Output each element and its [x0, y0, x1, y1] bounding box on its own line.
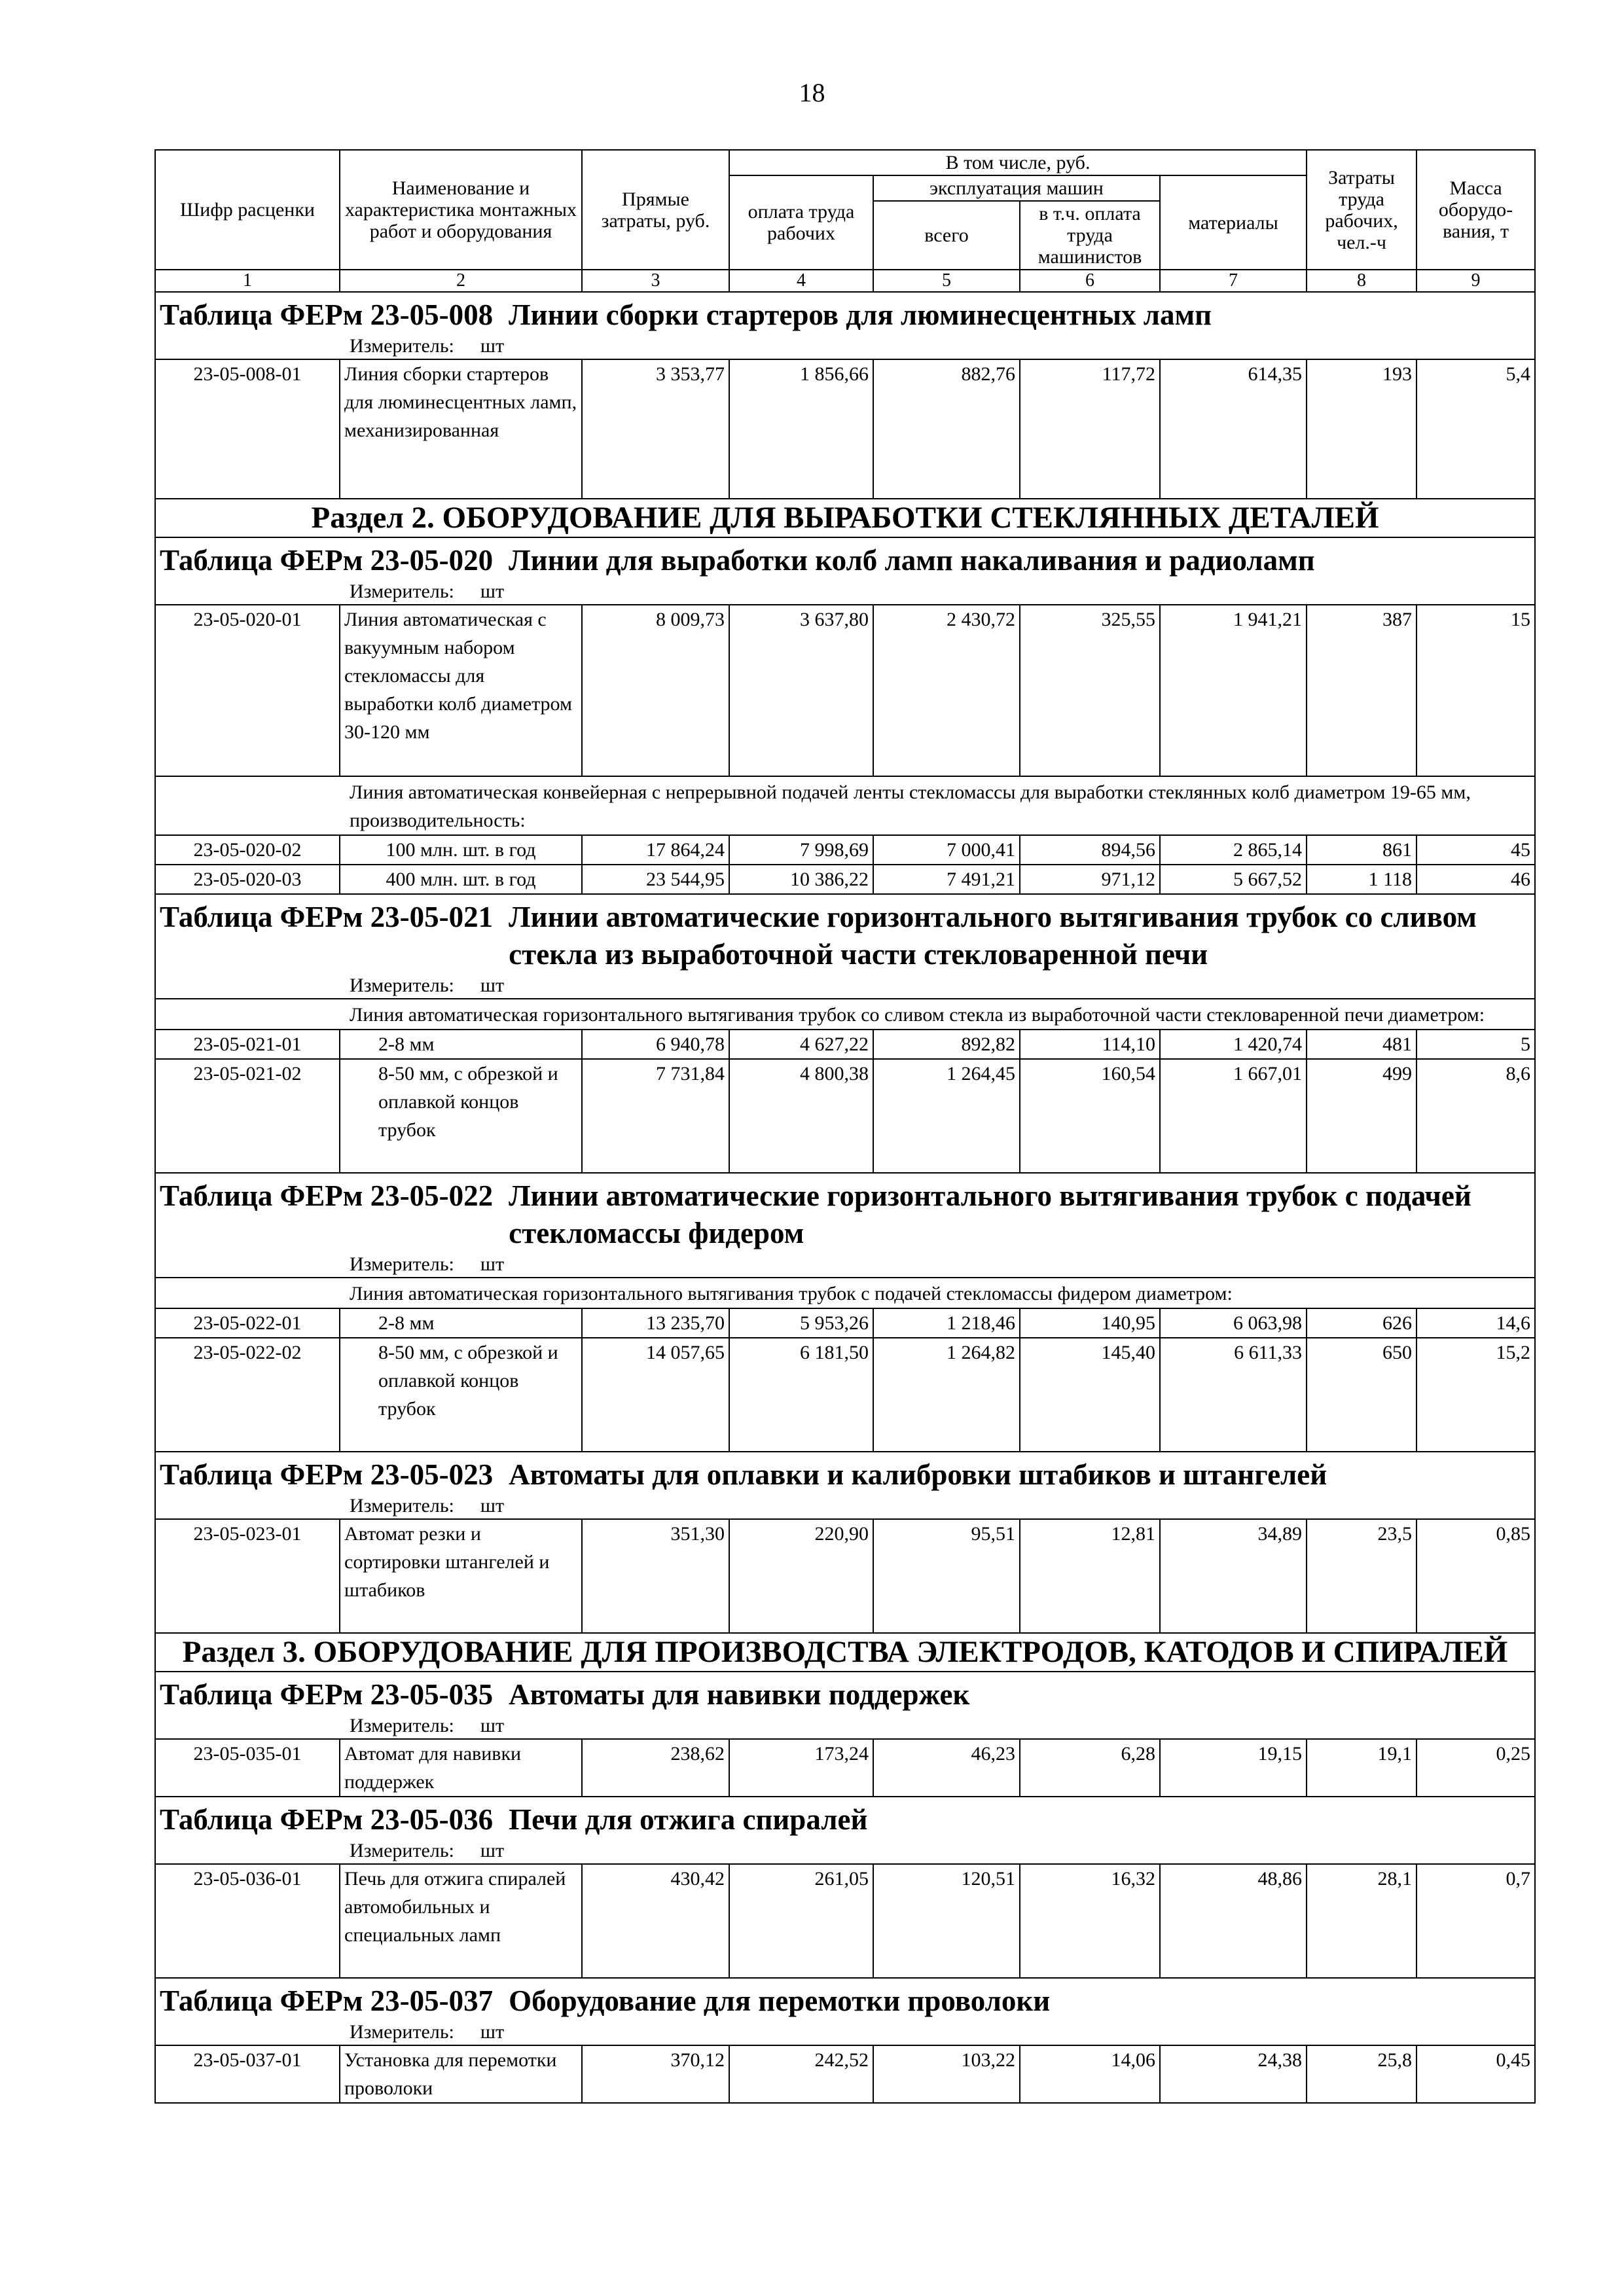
unit-label: Измеритель:	[350, 335, 454, 357]
table-row	[155, 1864, 1535, 1978]
row-labor: 173,24	[729, 1739, 873, 1797]
price-table	[154, 149, 1536, 2104]
table-title-row	[155, 1452, 1535, 1494]
row-labor-cost: 23,5	[1307, 1519, 1416, 1633]
row-mass: 8,6	[1416, 1059, 1535, 1173]
row-code: 23-05-021-01	[155, 1030, 340, 1059]
row-machinists: 145,40	[1020, 1338, 1160, 1452]
row-code: 23-05-020-02	[155, 835, 340, 865]
header-code: Шифр расценки	[155, 150, 340, 270]
row-labor: 242,52	[729, 2045, 873, 2103]
group-description: Линия автоматическая конвейерная с непрерывной подачей ленты стекломассы для выработки стеклянных колб диаметром 19-65 мм, производительность:	[350, 781, 1471, 831]
section-heading	[155, 1633, 1535, 1672]
table-row	[155, 865, 1535, 894]
col-number: 6	[1020, 270, 1160, 292]
table-name: Оборудование для перемотки проволоки	[509, 1984, 1051, 2017]
unit-label: Измеритель:	[350, 1840, 454, 1861]
row-labor-cost: 626	[1307, 1308, 1416, 1338]
group-description: Линия автоматическая горизонтального вытягивания трубок со сливом стекла из выработочной части стекловаренной печи диаметром:	[350, 1004, 1485, 1026]
row-name: Автомат резки и сортировки штангелей и штабиков	[340, 1519, 582, 1633]
table-row	[155, 1739, 1535, 1797]
row-materials: 34,89	[1160, 1519, 1307, 1633]
row-labor: 6 181,50	[729, 1338, 873, 1452]
row-code: 23-05-021-02	[155, 1059, 340, 1173]
row-mass: 0,25	[1416, 1739, 1535, 1797]
section-2-title: Раздел 2. ОБОРУДОВАНИЕ ДЛЯ ВЫРАБОТКИ СТЕКЛЯННЫХ ДЕТАЛЕЙ	[155, 499, 1535, 537]
row-labor: 3 637,80	[729, 605, 873, 776]
row-mass: 0,45	[1416, 2045, 1535, 2103]
row-name: 2-8 мм	[340, 1308, 582, 1338]
unit-value: шт	[480, 975, 505, 996]
table-code: Таблица ФЕРм 23-05-008	[160, 298, 494, 331]
row-machinists: 6,28	[1020, 1739, 1160, 1797]
row-labor-cost: 481	[1307, 1030, 1416, 1059]
row-code: 23-05-022-01	[155, 1308, 340, 1338]
table-code: Таблица ФЕРм 23-05-022	[160, 1179, 494, 1212]
header-mass: Масса оборудо-вания, т	[1416, 150, 1535, 270]
row-code: 23-05-020-01	[155, 605, 340, 776]
table-row	[155, 1030, 1535, 1059]
table-name: Печи для отжига спиралей	[509, 1803, 868, 1836]
row-labor-cost: 28,1	[1307, 1864, 1416, 1978]
row-labor-cost: 19,1	[1307, 1739, 1416, 1797]
table-row	[155, 2045, 1535, 2103]
row-machines: 46,23	[873, 1739, 1020, 1797]
row-direct: 8 009,73	[582, 605, 729, 776]
row-direct: 430,42	[582, 1864, 729, 1978]
table-name: Линии для выработки колб ламп накаливания и радиоламп	[509, 544, 1315, 577]
row-machines: 1 264,45	[873, 1059, 1020, 1173]
header-machines-total: всего	[873, 201, 1020, 270]
row-direct: 370,12	[582, 2045, 729, 2103]
unit-value: шт	[480, 581, 505, 602]
table-row	[155, 1519, 1535, 1633]
row-labor-cost: 25,8	[1307, 2045, 1416, 2103]
row-name: Линия автоматическая с вакуумным набором стекломассы для выработки колб диаметром 30-120 мм	[340, 605, 582, 776]
row-labor-cost: 193	[1307, 359, 1416, 499]
row-machines: 2 430,72	[873, 605, 1020, 776]
table-title-row	[155, 1672, 1535, 1713]
unit-value: шт	[480, 1840, 505, 1861]
row-name: Установка для перемотки проволоки	[340, 2045, 582, 2103]
table-name: Линии автоматические горизонтального вытягивания трубок с подачей стекломассы фидером	[509, 1179, 1471, 1249]
row-materials: 2 865,14	[1160, 835, 1307, 865]
table-code: Таблица ФЕРм 23-05-020	[160, 544, 494, 577]
row-labor-cost: 650	[1307, 1338, 1416, 1452]
unit-label: Измеритель:	[350, 2021, 454, 2043]
table-name: Автоматы для навивки поддержек	[509, 1678, 970, 1711]
row-machines: 7 491,21	[873, 865, 1020, 894]
row-machines: 1 264,82	[873, 1338, 1020, 1452]
row-code: 23-05-023-01	[155, 1519, 340, 1633]
description-row	[155, 1278, 1535, 1308]
header-direct: Прямые затраты, руб.	[582, 150, 729, 270]
row-materials: 19,15	[1160, 1739, 1307, 1797]
row-labor-cost: 387	[1307, 605, 1416, 776]
row-mass: 45	[1416, 835, 1535, 865]
table-title-row	[155, 1797, 1535, 1839]
row-machines: 120,51	[873, 1864, 1020, 1978]
table-row	[155, 359, 1535, 499]
table-title-row	[155, 1173, 1535, 1252]
row-name: 2-8 мм	[340, 1030, 582, 1059]
row-machinists: 114,10	[1020, 1030, 1160, 1059]
row-machines: 7 000,41	[873, 835, 1020, 865]
row-direct: 351,30	[582, 1519, 729, 1633]
row-mass: 15,2	[1416, 1338, 1535, 1452]
row-machinists: 160,54	[1020, 1059, 1160, 1173]
row-labor: 5 953,26	[729, 1308, 873, 1338]
row-direct: 23 544,95	[582, 865, 729, 894]
section-3-title: Раздел 3. ОБОРУДОВАНИЕ ДЛЯ ПРОИЗВОДСТВА ЭЛЕКТРОДОВ, КАТОДОВ И СПИРАЛЕЙ	[155, 1633, 1535, 1672]
table-title-row	[155, 894, 1535, 973]
row-name: 8-50 мм, с обрезкой и оплавкой концов трубок	[340, 1059, 582, 1173]
table-code: Таблица ФЕРм 23-05-037	[160, 1984, 494, 2017]
row-machinists: 12,81	[1020, 1519, 1160, 1633]
row-materials: 24,38	[1160, 2045, 1307, 2103]
row-name: Печь для отжига спиралей автомобильных и специальных ламп	[340, 1864, 582, 1978]
table-code: Таблица ФЕРм 23-05-021	[160, 901, 494, 933]
row-labor: 4 800,38	[729, 1059, 873, 1173]
row-mass: 0,7	[1416, 1864, 1535, 1978]
row-machinists: 14,06	[1020, 2045, 1160, 2103]
description-row	[155, 776, 1535, 835]
row-code: 23-05-036-01	[155, 1864, 340, 1978]
header-machinists: в т.ч. оплата труда машинистов	[1020, 201, 1160, 270]
table-name: Автоматы для оплавки и калибровки штабиков и штангелей	[509, 1458, 1327, 1491]
table-title-row	[155, 1978, 1535, 2020]
row-direct: 14 057,65	[582, 1338, 729, 1452]
row-direct: 238,62	[582, 1739, 729, 1797]
table-name: Линии автоматические горизонтального вытягивания трубок со сливом стекла из выработочной части стекловаренной печи	[509, 901, 1477, 971]
row-code: 23-05-020-03	[155, 865, 340, 894]
table-code: Таблица ФЕРм 23-05-035	[160, 1678, 494, 1711]
col-number: 3	[582, 270, 729, 292]
row-mass: 15	[1416, 605, 1535, 776]
description-row	[155, 999, 1535, 1030]
row-materials: 1 941,21	[1160, 605, 1307, 776]
row-code: 23-05-022-02	[155, 1338, 340, 1452]
header-labor-cost: Затраты труда рабочих, чел.-ч	[1307, 150, 1416, 270]
col-number: 2	[340, 270, 582, 292]
row-machinists: 325,55	[1020, 605, 1160, 776]
col-number: 7	[1160, 270, 1307, 292]
col-number: 5	[873, 270, 1020, 292]
table-row	[155, 835, 1535, 865]
col-number: 4	[729, 270, 873, 292]
row-name: Автомат для навивки поддержек	[340, 1739, 582, 1797]
row-machines: 882,76	[873, 359, 1020, 499]
row-mass: 14,6	[1416, 1308, 1535, 1338]
row-name: Линия сборки стартеров для люминесцентных ламп, механизированная	[340, 359, 582, 499]
row-machinists: 971,12	[1020, 865, 1160, 894]
unit-label: Измеритель:	[350, 581, 454, 602]
unit-label: Измеритель:	[350, 1715, 454, 1736]
table-code: Таблица ФЕРм 23-05-036	[160, 1803, 494, 1836]
col-number: 9	[1416, 270, 1535, 292]
row-labor: 220,90	[729, 1519, 873, 1633]
row-mass: 0,85	[1416, 1519, 1535, 1633]
row-labor-cost: 861	[1307, 835, 1416, 865]
unit-label: Измеритель:	[350, 1495, 454, 1516]
row-direct: 7 731,84	[582, 1059, 729, 1173]
table-title-row	[155, 292, 1535, 334]
row-machinists: 16,32	[1020, 1864, 1160, 1978]
unit-label: Измеритель:	[350, 1253, 454, 1275]
row-name: 8-50 мм, с обрезкой и оплавкой концов трубок	[340, 1338, 582, 1452]
table-row	[155, 1059, 1535, 1173]
row-labor: 10 386,22	[729, 865, 873, 894]
row-direct: 3 353,77	[582, 359, 729, 499]
row-code: 23-05-035-01	[155, 1739, 340, 1797]
unit-value: шт	[480, 1715, 505, 1736]
row-mass: 5	[1416, 1030, 1535, 1059]
row-machinists: 140,95	[1020, 1308, 1160, 1338]
row-direct: 6 940,78	[582, 1030, 729, 1059]
row-direct: 13 235,70	[582, 1308, 729, 1338]
row-machinists: 117,72	[1020, 359, 1160, 499]
page-number: 18	[799, 78, 825, 107]
row-name: 100 млн. шт. в год	[340, 835, 582, 865]
row-code: 23-05-008-01	[155, 359, 340, 499]
row-materials: 6 063,98	[1160, 1308, 1307, 1338]
table-header	[155, 150, 1535, 292]
row-labor-cost: 499	[1307, 1059, 1416, 1173]
table-row	[155, 1338, 1535, 1452]
row-machines: 103,22	[873, 2045, 1020, 2103]
row-materials: 1 420,74	[1160, 1030, 1307, 1059]
header-materials: материалы	[1160, 175, 1307, 270]
row-machines: 95,51	[873, 1519, 1020, 1633]
unit-label: Измеритель:	[350, 975, 454, 996]
col-number: 8	[1307, 270, 1416, 292]
unit-value: шт	[480, 1253, 505, 1275]
table-code: Таблица ФЕРм 23-05-023	[160, 1458, 494, 1491]
group-description: Линия автоматическая горизонтального вытягивания трубок с подачей стекломассы фидером диаметром:	[350, 1283, 1233, 1304]
col-number: 1	[155, 270, 340, 292]
row-labor: 7 998,69	[729, 835, 873, 865]
unit-value: шт	[480, 335, 505, 357]
unit-value: шт	[480, 1495, 505, 1516]
row-labor-cost: 1 118	[1307, 865, 1416, 894]
row-machines: 1 218,46	[873, 1308, 1020, 1338]
row-labor: 1 856,66	[729, 359, 873, 499]
header-name: Наименование и характеристика монтажных работ и оборудования	[340, 150, 582, 270]
row-materials: 614,35	[1160, 359, 1307, 499]
table-title-row	[155, 537, 1535, 579]
row-materials: 48,86	[1160, 1864, 1307, 1978]
row-materials: 5 667,52	[1160, 865, 1307, 894]
row-mass: 46	[1416, 865, 1535, 894]
header-incl: В том числе, руб.	[729, 150, 1307, 175]
row-materials: 6 611,33	[1160, 1338, 1307, 1452]
row-name: 400 млн. шт. в год	[340, 865, 582, 894]
unit-value: шт	[480, 2021, 505, 2043]
row-code: 23-05-037-01	[155, 2045, 340, 2103]
row-direct: 17 864,24	[582, 835, 729, 865]
table-row	[155, 605, 1535, 776]
row-machinists: 894,56	[1020, 835, 1160, 865]
row-mass: 5,4	[1416, 359, 1535, 499]
section-heading	[155, 499, 1535, 537]
header-labor: оплата труда рабочих	[729, 175, 873, 270]
table-row	[155, 1308, 1535, 1338]
header-machines: эксплуатация машин	[873, 175, 1160, 201]
row-machines: 892,82	[873, 1030, 1020, 1059]
table-name: Линии сборки стартеров для люминесцентных ламп	[509, 298, 1212, 331]
row-materials: 1 667,01	[1160, 1059, 1307, 1173]
row-labor: 4 627,22	[729, 1030, 873, 1059]
row-labor: 261,05	[729, 1864, 873, 1978]
